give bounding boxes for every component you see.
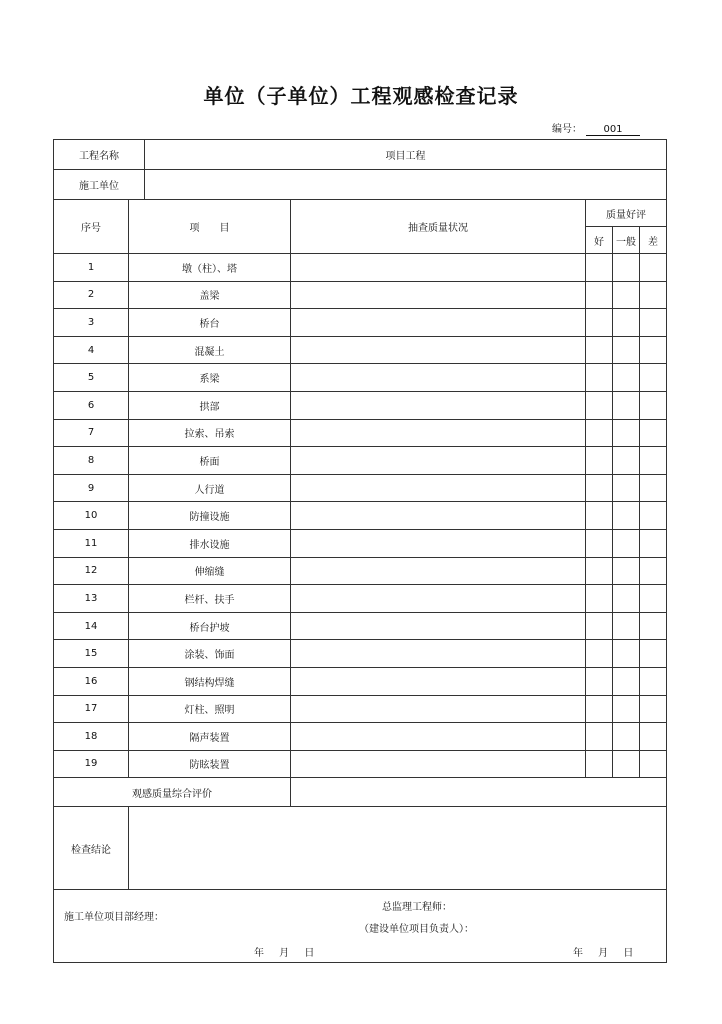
rating-normal[interactable] bbox=[613, 640, 640, 668]
item-no: 4 bbox=[54, 336, 129, 364]
table-row bbox=[54, 336, 667, 364]
table-row bbox=[54, 309, 667, 337]
rating-normal[interactable] bbox=[613, 750, 640, 778]
rating-poor[interactable] bbox=[640, 309, 667, 337]
signature-block bbox=[54, 890, 666, 962]
table-row bbox=[54, 447, 667, 475]
item-no: 19 bbox=[54, 750, 129, 778]
rating-normal[interactable] bbox=[613, 585, 640, 613]
item-status[interactable] bbox=[291, 695, 586, 723]
rating-good[interactable] bbox=[586, 281, 613, 309]
overall-label: 观感质量综合评价 bbox=[54, 778, 291, 807]
date-left: 年 月 日 bbox=[254, 948, 315, 960]
rating-poor[interactable] bbox=[640, 419, 667, 447]
rating-normal[interactable] bbox=[613, 336, 640, 364]
rating-normal[interactable] bbox=[613, 254, 640, 282]
rating-poor[interactable] bbox=[640, 667, 667, 695]
item-name: 盖梁 bbox=[129, 281, 291, 309]
item-name: 拱部 bbox=[129, 391, 291, 419]
rating-normal[interactable] bbox=[613, 557, 640, 585]
table-row bbox=[54, 502, 667, 530]
item-name: 灯柱、照明 bbox=[129, 695, 291, 723]
rating-good[interactable] bbox=[586, 585, 613, 613]
header-status: 抽查质量状况 bbox=[291, 200, 586, 254]
item-name: 桥台 bbox=[129, 309, 291, 337]
item-no: 14 bbox=[54, 612, 129, 640]
rating-poor[interactable] bbox=[640, 474, 667, 502]
rating-good[interactable] bbox=[586, 474, 613, 502]
rating-poor[interactable] bbox=[640, 254, 667, 282]
rating-normal[interactable] bbox=[613, 502, 640, 530]
code-label: 编号： bbox=[552, 124, 582, 135]
header-rating: 质量好评 bbox=[586, 200, 667, 227]
item-name: 墩（柱）、塔 bbox=[129, 254, 291, 282]
rating-poor[interactable] bbox=[640, 695, 667, 723]
item-no: 6 bbox=[54, 391, 129, 419]
item-name: 拉索、吊索 bbox=[129, 419, 291, 447]
rating-good[interactable] bbox=[586, 750, 613, 778]
table-row bbox=[54, 750, 667, 778]
item-status[interactable] bbox=[291, 585, 586, 613]
rating-poor[interactable] bbox=[640, 640, 667, 668]
rating-normal[interactable] bbox=[613, 281, 640, 309]
item-no: 16 bbox=[54, 667, 129, 695]
item-name: 伸缩缝 bbox=[129, 557, 291, 585]
item-name: 桥面 bbox=[129, 447, 291, 475]
inspection-table bbox=[53, 139, 667, 963]
item-no: 7 bbox=[54, 419, 129, 447]
rating-good[interactable] bbox=[586, 254, 613, 282]
item-no: 8 bbox=[54, 447, 129, 475]
rating-good[interactable] bbox=[586, 612, 613, 640]
item-status[interactable] bbox=[291, 364, 586, 392]
item-name: 混凝土 bbox=[129, 336, 291, 364]
rating-good[interactable] bbox=[586, 364, 613, 392]
item-no: 1 bbox=[54, 254, 129, 282]
rating-normal[interactable] bbox=[613, 447, 640, 475]
rating-good[interactable] bbox=[586, 529, 613, 557]
header-good: 好 bbox=[586, 227, 613, 254]
item-status[interactable] bbox=[291, 336, 586, 364]
rating-poor[interactable] bbox=[640, 391, 667, 419]
project-name-label: 工程名称 bbox=[54, 140, 145, 170]
item-status[interactable] bbox=[291, 612, 586, 640]
item-no: 13 bbox=[54, 585, 129, 613]
table-row bbox=[54, 640, 667, 668]
rating-good[interactable] bbox=[586, 723, 613, 751]
rating-normal[interactable] bbox=[613, 723, 640, 751]
project-manager-label: 施工单位项目部经理： bbox=[64, 912, 164, 924]
item-status[interactable] bbox=[291, 309, 586, 337]
item-status[interactable] bbox=[291, 667, 586, 695]
rating-poor[interactable] bbox=[640, 502, 667, 530]
header-seq: 序号 bbox=[54, 200, 129, 254]
item-no: 10 bbox=[54, 502, 129, 530]
rating-poor[interactable] bbox=[640, 723, 667, 751]
item-name: 涂装、饰面 bbox=[129, 640, 291, 668]
item-name: 系梁 bbox=[129, 364, 291, 392]
overall-value[interactable] bbox=[291, 778, 667, 807]
document-title: 单位（子单位）工程观感检查记录 bbox=[203, 84, 519, 108]
conclusion-value[interactable] bbox=[129, 807, 667, 890]
item-no: 3 bbox=[54, 309, 129, 337]
construction-unit-value[interactable] bbox=[145, 170, 667, 200]
item-no: 17 bbox=[54, 695, 129, 723]
project-name-value[interactable]: 项目工程 bbox=[145, 140, 667, 170]
rating-poor[interactable] bbox=[640, 529, 667, 557]
table-row bbox=[54, 612, 667, 640]
rating-normal[interactable] bbox=[613, 695, 640, 723]
rating-good[interactable] bbox=[586, 391, 613, 419]
table-row bbox=[54, 419, 667, 447]
rating-poor[interactable] bbox=[640, 585, 667, 613]
item-status[interactable] bbox=[291, 281, 586, 309]
item-name: 栏杆、扶手 bbox=[129, 585, 291, 613]
table-row bbox=[54, 391, 667, 419]
item-status[interactable] bbox=[291, 254, 586, 282]
rating-good[interactable] bbox=[586, 419, 613, 447]
item-name: 桥台护坡 bbox=[129, 612, 291, 640]
code-value: 001 bbox=[586, 124, 640, 136]
rating-normal[interactable] bbox=[613, 529, 640, 557]
rating-normal[interactable] bbox=[613, 474, 640, 502]
header-normal: 一般 bbox=[613, 227, 640, 254]
item-no: 11 bbox=[54, 529, 129, 557]
document-code bbox=[520, 120, 650, 136]
rating-good[interactable] bbox=[586, 336, 613, 364]
conclusion-label: 检查结论 bbox=[54, 807, 129, 890]
rating-good[interactable] bbox=[586, 557, 613, 585]
rating-poor[interactable] bbox=[640, 336, 667, 364]
item-status[interactable] bbox=[291, 391, 586, 419]
table-row bbox=[54, 281, 667, 309]
table-row bbox=[54, 364, 667, 392]
item-no: 5 bbox=[54, 364, 129, 392]
item-name: 钢结构焊缝 bbox=[129, 667, 291, 695]
rating-normal[interactable] bbox=[613, 419, 640, 447]
table-row bbox=[54, 695, 667, 723]
table-row bbox=[54, 667, 667, 695]
item-name: 隔声装置 bbox=[129, 723, 291, 751]
item-status[interactable] bbox=[291, 750, 586, 778]
table-row bbox=[54, 723, 667, 751]
item-status[interactable] bbox=[291, 557, 586, 585]
rating-good[interactable] bbox=[586, 502, 613, 530]
table-row bbox=[54, 474, 667, 502]
date-right: 年 月 日 bbox=[573, 948, 634, 960]
item-no: 9 bbox=[54, 474, 129, 502]
rating-poor[interactable] bbox=[640, 557, 667, 585]
item-status[interactable] bbox=[291, 723, 586, 751]
item-name: 防眩装置 bbox=[129, 750, 291, 778]
item-status[interactable] bbox=[291, 419, 586, 447]
rating-good[interactable] bbox=[586, 695, 613, 723]
chief-supervisor-label: 总监理工程师： bbox=[382, 902, 452, 914]
rating-poor[interactable] bbox=[640, 281, 667, 309]
rating-good[interactable] bbox=[586, 640, 613, 668]
rating-normal[interactable] bbox=[613, 364, 640, 392]
rating-poor[interactable] bbox=[640, 447, 667, 475]
item-no: 18 bbox=[54, 723, 129, 751]
table-row bbox=[54, 254, 667, 282]
rating-poor[interactable] bbox=[640, 364, 667, 392]
rating-good[interactable] bbox=[586, 309, 613, 337]
rating-poor[interactable] bbox=[640, 612, 667, 640]
table-row bbox=[54, 557, 667, 585]
rating-normal[interactable] bbox=[613, 391, 640, 419]
item-no: 12 bbox=[54, 557, 129, 585]
rating-poor[interactable] bbox=[640, 750, 667, 778]
rating-good[interactable] bbox=[586, 447, 613, 475]
item-name: 防撞设施 bbox=[129, 502, 291, 530]
item-name: 人行道 bbox=[129, 474, 291, 502]
item-status[interactable] bbox=[291, 529, 586, 557]
rating-normal[interactable] bbox=[613, 667, 640, 695]
item-name: 排水设施 bbox=[129, 529, 291, 557]
item-status[interactable] bbox=[291, 447, 586, 475]
rating-normal[interactable] bbox=[613, 309, 640, 337]
rating-good[interactable] bbox=[586, 667, 613, 695]
item-no: 15 bbox=[54, 640, 129, 668]
table-row bbox=[54, 529, 667, 557]
item-status[interactable] bbox=[291, 640, 586, 668]
item-status[interactable] bbox=[291, 474, 586, 502]
header-poor: 差 bbox=[640, 227, 667, 254]
construction-unit-label: 施工单位 bbox=[54, 170, 145, 200]
table-row bbox=[54, 585, 667, 613]
item-status[interactable] bbox=[291, 502, 586, 530]
header-item: 项 目 bbox=[129, 200, 291, 254]
owner-rep-label: （建设单位项目负责人）： bbox=[359, 924, 474, 936]
item-no: 2 bbox=[54, 281, 129, 309]
rating-normal[interactable] bbox=[613, 612, 640, 640]
